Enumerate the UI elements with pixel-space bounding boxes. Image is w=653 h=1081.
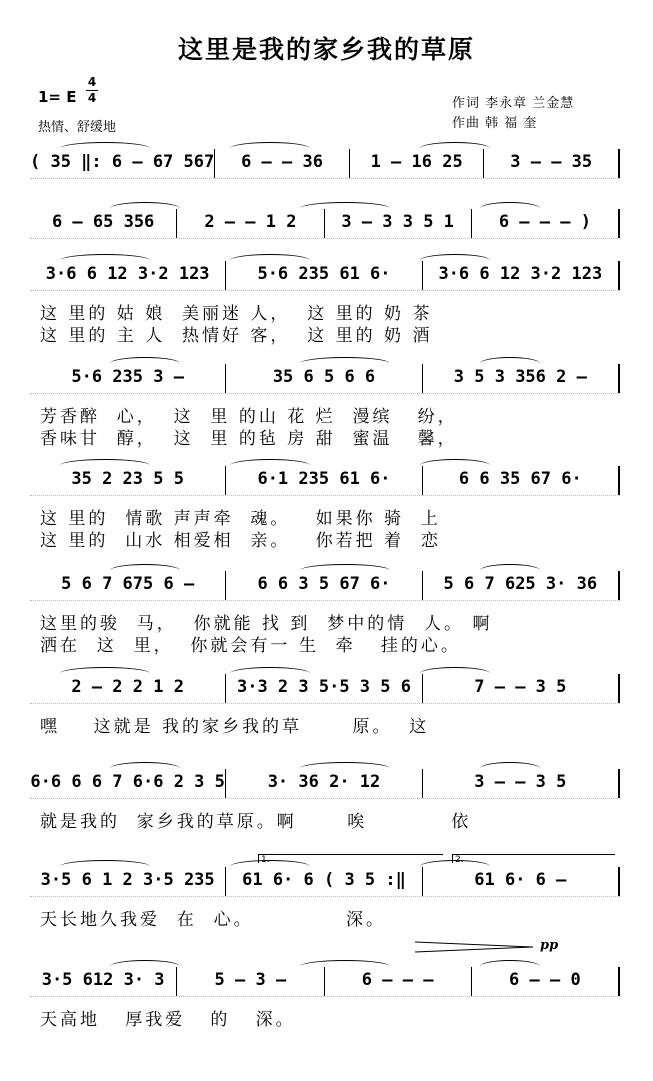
slur-arc xyxy=(230,459,310,472)
measure: 6 6 35 67 6· xyxy=(423,466,620,495)
tempo-marking: 热情、舒缓地 xyxy=(38,120,117,135)
time-signature xyxy=(86,76,98,105)
measure: 3 – – 3 5 xyxy=(423,769,620,798)
volta-bracket: 1. xyxy=(258,854,443,863)
slur-arc xyxy=(60,667,150,680)
slur-arc xyxy=(300,762,390,775)
slur-arc xyxy=(420,667,490,680)
measure: 5·6 235 61 6· xyxy=(226,261,422,290)
measure: 35 2 23 5 5 xyxy=(30,466,226,495)
measure: 6 – – 0 xyxy=(472,967,620,996)
measure: 5 6 7 675 6 – xyxy=(30,571,226,600)
measure: 3·5 612 3· 3 xyxy=(30,967,177,996)
measure: 61 6· 6 – xyxy=(423,867,620,896)
lyric-verse-2: 洒在 这 里， 你就会有一 生 牵 挂的心。 xyxy=(40,636,461,656)
lyric-verse-1: 芳香醉 心， 这 里 的山 花 烂 漫缤 纷， xyxy=(40,407,458,427)
measure: 3 – 3 3 5 1 xyxy=(325,209,472,238)
measure: 6 – – 36 xyxy=(215,149,350,178)
slur-arc xyxy=(480,202,540,215)
measure: 3· 36 2· 12 xyxy=(226,769,422,798)
measure: 5·6 235 3 – xyxy=(30,364,226,393)
lyric-verse-1: 这里的骏 马， 你就能 找 到 梦中的情 人。 啊 xyxy=(40,614,493,634)
measure: 6 – 65 356 xyxy=(30,209,177,238)
slur-arc xyxy=(420,459,490,472)
volta-bracket: 2. xyxy=(452,854,615,863)
slur-arc xyxy=(230,254,310,267)
measure: 6 6 3 5 67 6· xyxy=(226,571,422,600)
slur-arc xyxy=(60,860,150,873)
slur-arc xyxy=(480,357,540,370)
measure: 61 6· 6 ( 3 5 :‖ xyxy=(226,867,422,896)
measure: 6 – – – xyxy=(325,967,472,996)
time-signature-top: 4 xyxy=(87,75,97,89)
slur-arc xyxy=(300,564,390,577)
key-signature: 1= E xyxy=(38,88,77,106)
measure: 3·3 2 3 5·5 3 5 6 xyxy=(226,674,422,703)
measure: 3 – – 35 xyxy=(484,149,620,178)
measure: 6·1 235 61 6· xyxy=(226,466,422,495)
lyric-verse-2: 香味甘 醇， 这 里 的毡 房 甜 蜜温 馨， xyxy=(40,429,458,449)
measure: 2 – 2 2 1 2 xyxy=(30,674,226,703)
measure: 5 6 7 625 3· 36 xyxy=(423,571,620,600)
lyric-verse-1: 这 里的 姑 娘 美丽迷 人， 这 里的 奶 茶 xyxy=(40,304,433,324)
measure: 5 – 3 – xyxy=(177,967,324,996)
measure: 35 6 5 6 6 xyxy=(226,364,422,393)
lyricist-credit: 作词 李永章 兰金慧 xyxy=(452,96,575,111)
measure: 1 – 16 25 xyxy=(350,149,485,178)
slur-arc xyxy=(480,960,540,973)
time-signature-bottom: 4 xyxy=(87,91,97,105)
slur-arc xyxy=(230,142,310,155)
slur-arc xyxy=(420,142,490,155)
slur-arc xyxy=(60,254,150,267)
slur-arc xyxy=(110,564,180,577)
lyric-verse-1: 这 里的 情歌 声声牵 魂。 如果你 骑 上 xyxy=(40,509,441,529)
measure: ( 35 ‖: 6 – 67 567 xyxy=(30,149,215,178)
slur-arc xyxy=(110,357,180,370)
measure: 6·6 6 6 7 6·6 2 3 5 xyxy=(30,769,226,798)
slur-arc xyxy=(60,459,150,472)
slur-arc xyxy=(110,762,180,775)
measure: 7 – – 3 5 xyxy=(423,674,620,703)
lyric-verse-1: 天高地 厚我爱 的 深。 xyxy=(40,1010,296,1030)
decrescendo-hairpin xyxy=(415,940,535,954)
slur-arc xyxy=(300,960,390,973)
measure: 3 5 3 356 2 – xyxy=(423,364,620,393)
slur-arc xyxy=(110,202,180,215)
slur-arc xyxy=(420,254,490,267)
slur-arc xyxy=(480,564,540,577)
lyric-verse-1: 天长地久我爱 在 心。 深。 xyxy=(40,910,387,930)
measure: 6 – – – ) xyxy=(472,209,620,238)
dynamic-marking: pp xyxy=(540,938,559,953)
measure: 3·6 6 12 3·2 123 xyxy=(423,261,620,290)
slur-arc xyxy=(300,357,390,370)
measure: 3·6 6 12 3·2 123 xyxy=(30,261,226,290)
lyric-verse-2: 这 里的 山水 相爱相 亲。 你若把 着 恋 xyxy=(40,531,441,551)
measure: 3·5 6 1 2 3·5 235 xyxy=(30,867,226,896)
composer-credit: 作曲 韩 福 奎 xyxy=(452,116,538,131)
slur-arc xyxy=(480,762,540,775)
lyric-verse-1: 就是我的 家乡我的草原。啊 唉 依 xyxy=(40,812,472,832)
slur-arc xyxy=(60,142,150,155)
lyric-verse-1: 嘿 这就是 我的家乡我的草 原。 这 xyxy=(40,717,430,737)
page-title: 这里是我的家乡我的草原 xyxy=(177,35,475,64)
lyric-verse-2: 这 里的 主 人 热情好 客， 这 里的 奶 酒 xyxy=(40,326,433,346)
slur-arc xyxy=(110,960,180,973)
measure: 2 – – 1 2 xyxy=(177,209,324,238)
slur-arc xyxy=(300,202,390,215)
slur-arc xyxy=(230,667,310,680)
